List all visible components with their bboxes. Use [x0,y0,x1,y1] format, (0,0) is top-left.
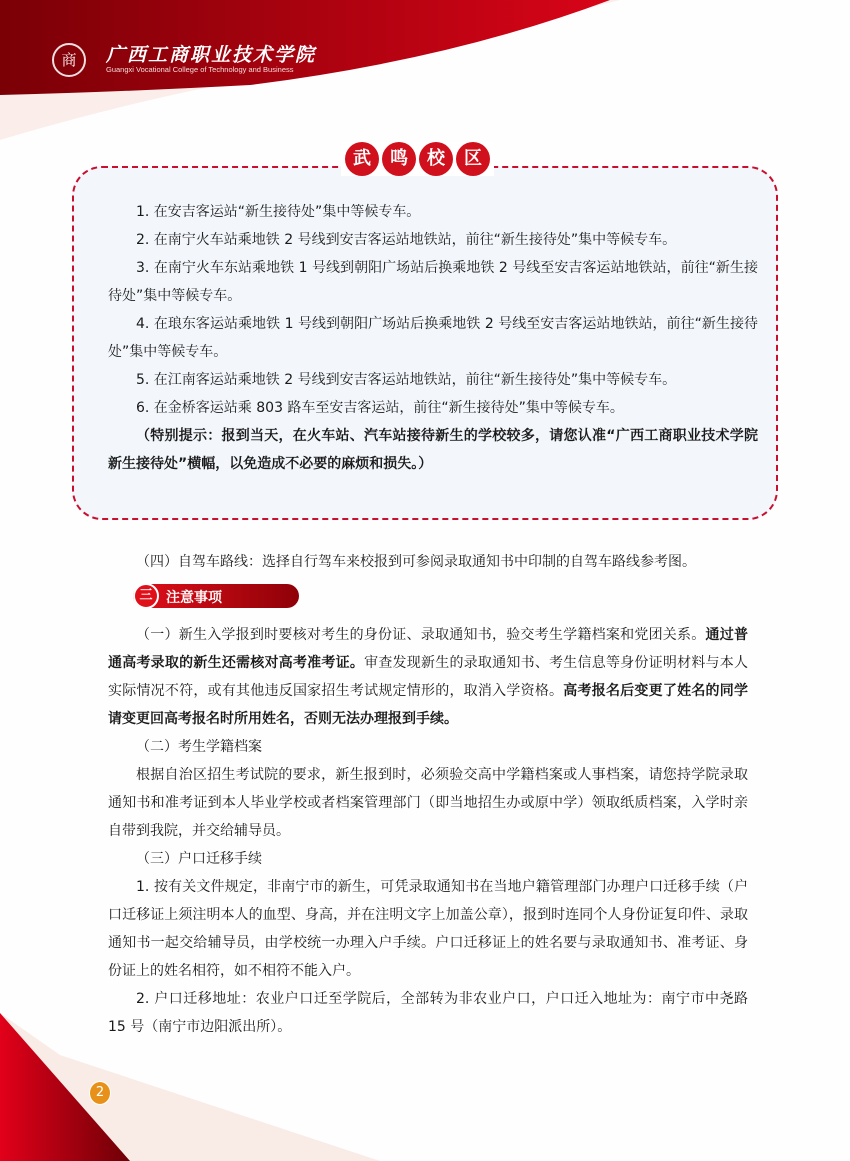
notes-body [108,621,748,1041]
college-name-en: Guangxi Vocational College of Technology and Business [106,65,294,74]
bold-text: 通过普通高考录取的新生还需核对高考准考证。 [108,627,749,671]
special-note: （特别提示：报到当天，在火车站、汽车站接待新生的学校较多，请您认准“广西工商职业技术学院新生接待处”横幅，以免造成不必要的麻烦和损失。） [108,428,758,472]
college-seal-logo: 商 [52,43,86,77]
section-header [133,584,299,608]
text: 审查发现新生的录取通知书、考生信息等身份证明材料与本人实际情况不符，或有其他违反国家招生考试规定情形的，取消入学资格。 [108,655,749,699]
paragraph-3: 1. 按有关文件规定，非南宁市的新生，可凭录取通知书在当地户籍管理部门办理户口迁移手续（户口迁移证上须注明本人的血型、身高，并在注明文字上加盖公章），报到时连同个人身份证复印件、录取通知书一起交给辅导员，由学校统一办理入户手续。户口迁移证上的姓名要与录取通知书、准考证、身份证上的姓名相符，如不相符不能入户。 [108,879,748,979]
campus-title [341,142,494,176]
paragraph-1 [108,621,748,733]
route-item: 6. 在金桥客运站乘 803 路车至安吉客运站，前往“新生接待处”集中等候专车。 [136,400,624,416]
route-item: 2. 在南宁火车站乘地铁 2 号线到安吉客运站地铁站，前往“新生接待处”集中等候专车。 [136,232,677,248]
subheading-3: （三）户口迁移手续 [136,851,262,867]
text: （一）新生入学报到时要核对考生的身份证、录取通知书，验交考生学籍档案和党团关系。 [136,627,706,643]
bold-text: 高考报名后变更了姓名的同学请变更回高考报名时所用姓名，否则无法办理报到手续。 [108,683,749,727]
self-drive-paragraph: （四）自驾车路线：选择自行驾车来校报到可参阅录取通知书中印制的自驾车路线参考图。 [136,554,696,570]
campus-title-char: 区 [456,142,490,176]
college-name-cn: 广西工商职业技术学院 [106,44,317,66]
route-item: 5. 在江南客运站乘地铁 2 号线到安吉客运站地铁站，前往“新生接待处”集中等候专车。 [136,372,677,388]
subheading-2: （二）考生学籍档案 [136,739,262,755]
paragraph-2: 根据自治区招生考试院的要求，新生报到时，必须验交高中学籍档案或人事档案，请您持学院录取通知书和准考证到本人毕业学校或者档案管理部门（即当地招生办或原中学）领取纸质档案，入学时亲自带到我院，并交给辅导员。 [108,767,748,839]
campus-title-char: 鸣 [382,142,416,176]
campus-title-char: 校 [419,142,453,176]
route-item: 3. 在南宁火车东站乘地铁 1 号线到朝阳广场站后换乘地铁 2 号线至安吉客运站地铁站，前往“新生接待处”集中等候专车。 [108,260,758,304]
self-drive-text [108,548,748,576]
section-title: 注意事项 [166,590,222,606]
route-item: 4. 在琅东客运站乘地铁 1 号线到朝阳广场站后换乘地铁 2 号线至安吉客运站地铁站，前往“新生接待处”集中等候专车。 [108,316,758,360]
campus-route-list [108,198,758,478]
page-number: 2 [89,1081,111,1105]
campus-title-char: 武 [345,142,379,176]
paragraph-4: 2. 户口迁移地址：农业户口迁至学院后，全部转为非农业户口，户口迁入地址为：南宁市中尧路 15 号（南宁市边阳派出所）。 [108,991,748,1035]
section-number: 三 [133,583,159,609]
route-item: 1. 在安吉客运站“新生接待处”集中等候专车。 [136,204,421,220]
